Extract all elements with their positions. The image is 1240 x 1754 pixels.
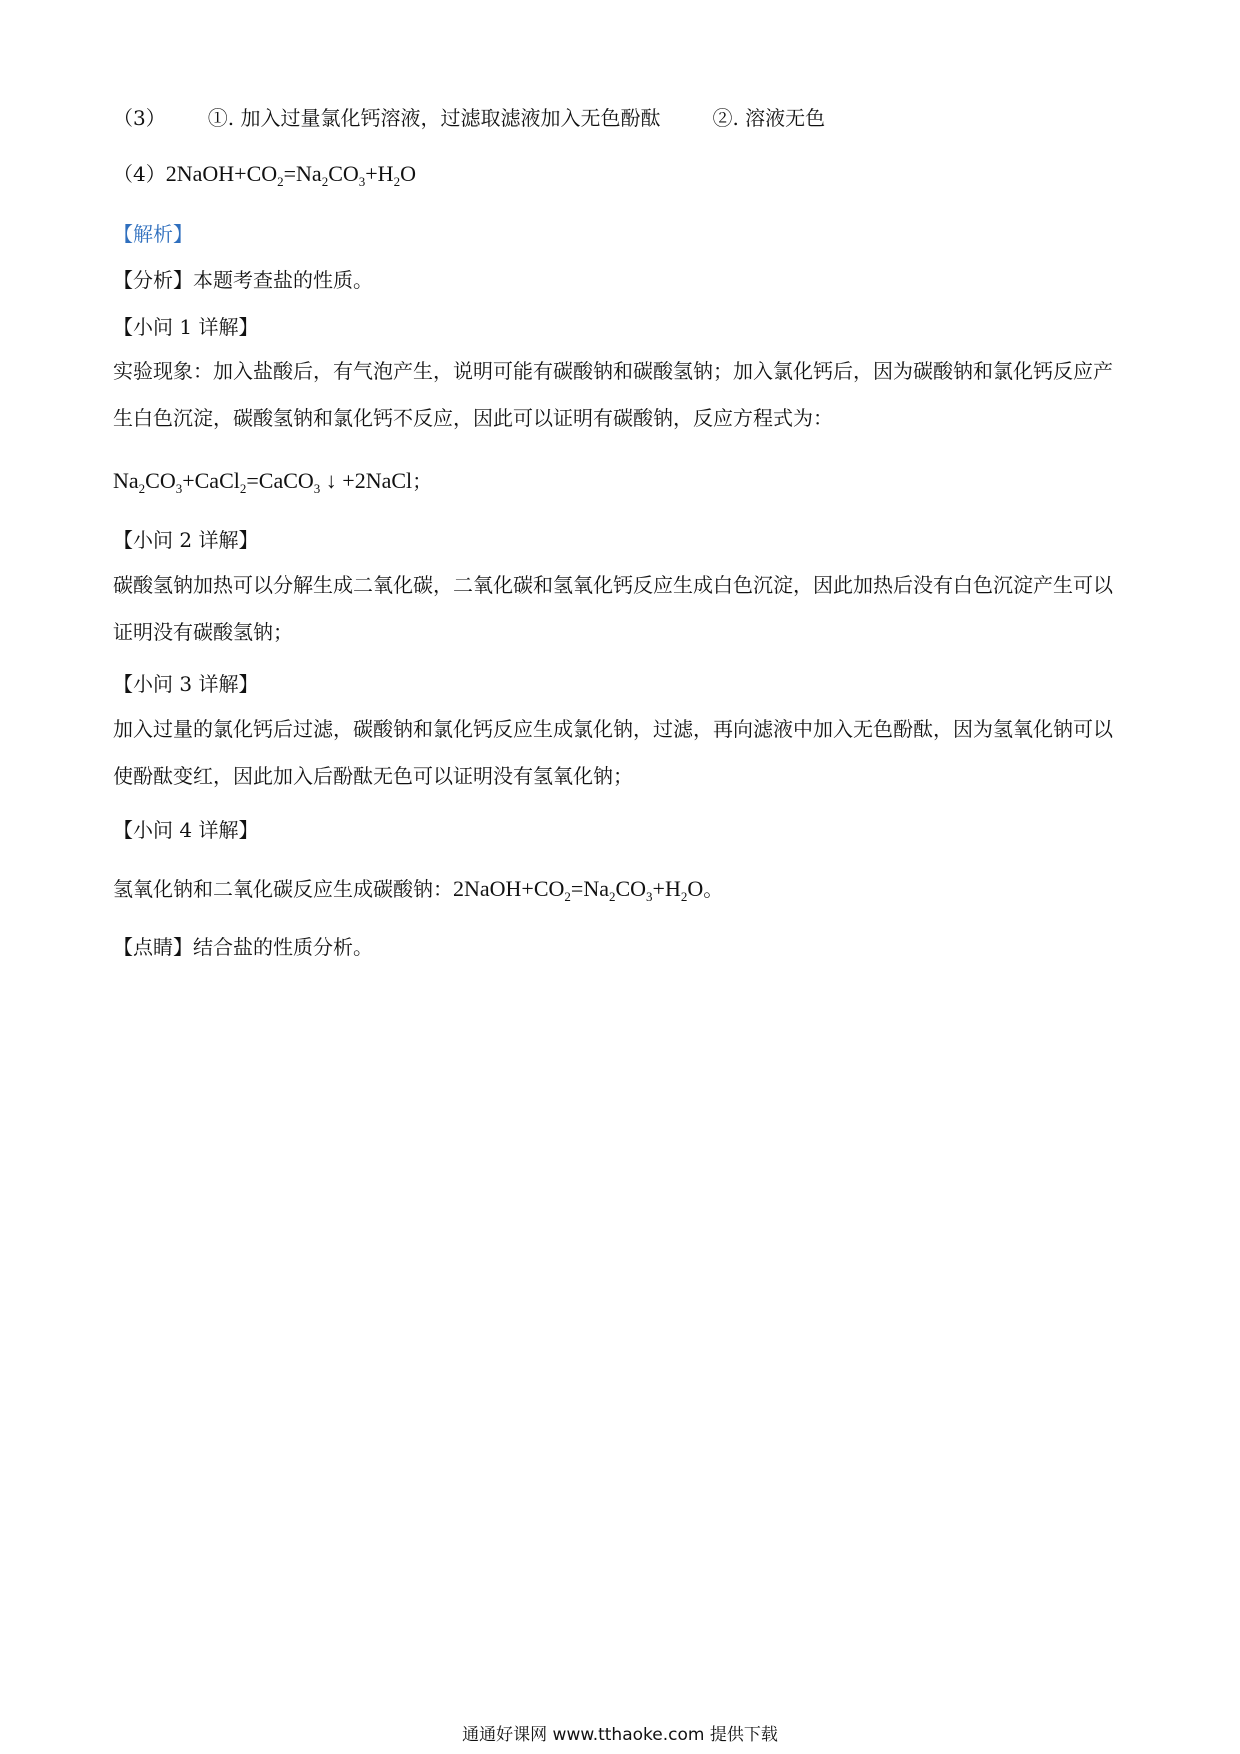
- analysis-summary: 【分析】本题考查盐的性质。: [113, 268, 373, 292]
- question-4-end: 。: [703, 877, 724, 901]
- equation-na2co3-cacl2-line: [113, 468, 432, 494]
- question-4-title: 【小问 4 详解】: [113, 818, 259, 842]
- answer-4: [113, 161, 416, 187]
- question-3-title: 【小问 3 详解】: [113, 672, 259, 696]
- analysis-heading: 【解析】: [113, 222, 193, 246]
- answer-3-part-1: ①. 加入过量氯化钙溶液，过滤取滤液加入无色酚酞: [207, 106, 661, 130]
- question-1-explanation: 实验现象：加入盐酸后，有气泡产生，说明可能有碳酸钠和碳酸氢钠；加入氯化钙后，因为碳酸钠和氯化钙反应产生白色沉淀，碳酸氢钠和氯化钙不反应，因此可以证明有碳酸钠，反应方程式为：: [113, 359, 1113, 430]
- answer-3-number: （3）: [113, 106, 166, 130]
- equation-end-mark: ；: [412, 469, 433, 493]
- question-2-title: 【小问 2 详解】: [113, 528, 259, 552]
- key-point: 【点睛】结合盐的性质分析。: [113, 935, 373, 959]
- question-4-explanation: [113, 876, 723, 902]
- question-1-title: 【小问 1 详解】: [113, 315, 259, 339]
- question-2-explanation: 碳酸氢钠加热可以分解生成二氧化碳，二氧化碳和氢氧化钙反应生成白色沉淀，因此加热后没有白色沉淀产生可以证明没有碳酸氢钠；: [113, 573, 1113, 644]
- footer-watermark: 通通好课网 www.tthaoke.com 提供下载: [462, 1725, 778, 1745]
- answer-4-number: （4）: [113, 162, 166, 186]
- question-4-text: 氢氧化钠和二氧化碳反应生成碳酸钠：: [113, 877, 453, 901]
- equation-na2co3-cacl2: $Na_2CO_3+CaCl_2=CaCO_3$ ↓ +2NaCl: [113, 468, 413, 496]
- answer-3: [113, 106, 825, 130]
- equation-naoh-co2-repeat: $2NaOH+CO_2=Na_2CO_3+H_2O$: [453, 876, 704, 904]
- question-3-explanation: 加入过量的氯化钙后过滤，碳酸钠和氯化钙反应生成氯化钠，过滤，再向滤液中加入无色酚酞，因为氢氧化钠可以使酚酞变红，因此加入后酚酞无色可以证明没有氢氧化钠；: [113, 717, 1113, 788]
- equation-naoh-co2: $2NaOH+CO_2=Na_2CO_3+H_2O$: [165, 161, 416, 189]
- answer-3-part-2: ②. 溶液无色: [712, 106, 826, 130]
